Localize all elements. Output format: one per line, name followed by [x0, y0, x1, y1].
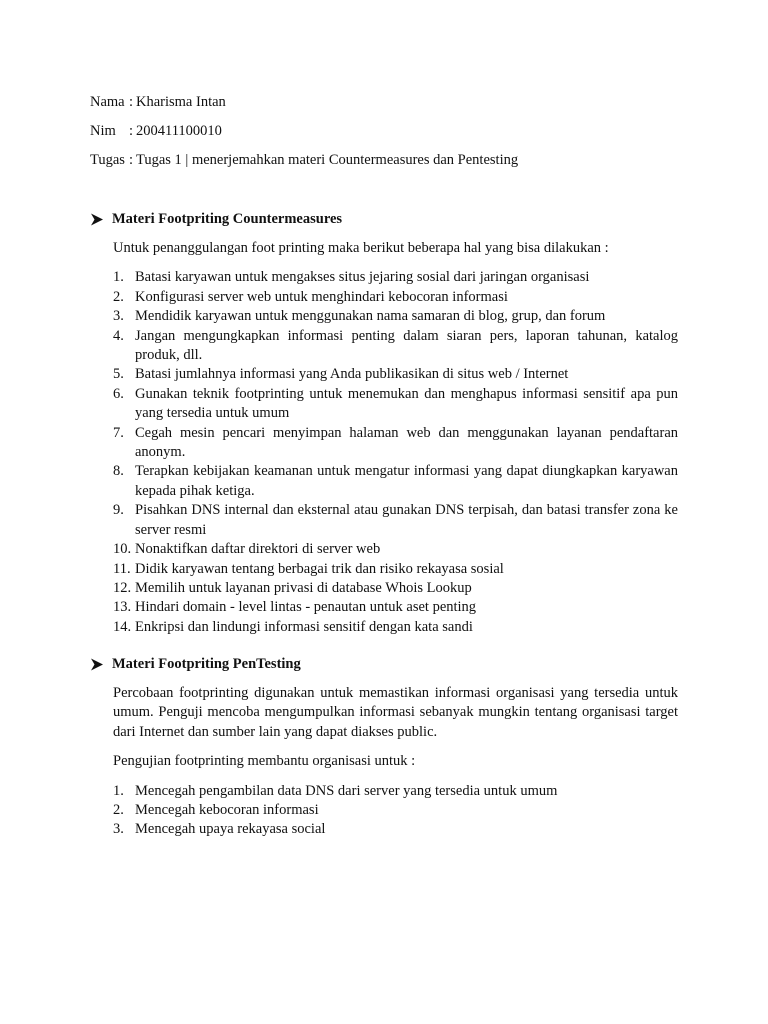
- list-item: [113, 618, 678, 637]
- header-separator: :: [128, 123, 134, 139]
- list-item: [113, 288, 678, 307]
- list-item: [113, 327, 678, 366]
- list-number: 3.: [113, 308, 124, 325]
- list-text: Enkripsi dan lindungi informasi sensitif dengan kata sandi: [135, 618, 473, 635]
- section-paragraph: Percobaan footprinting digunakan untuk memastikan informasi organisasi yang tersedia untuk umum. Penguji mencoba mengumpulkan informasi sebanyak mungkin tentang organisasi target dari Internet dan sumber lain yang dapat diakses public.: [113, 685, 678, 740]
- list-text: Nonaktifkan daftar direktori di server web: [135, 541, 381, 558]
- list-text: Konfigurasi server web untuk menghindari kebocoran informasi: [135, 288, 508, 305]
- section-countermeasures: [90, 210, 678, 637]
- header-row-tugas: [90, 151, 690, 170]
- list-text: Jangan mengungkapkan informasi penting dalam siaran pers, laporan tahunan, katalog produk, dll.: [135, 327, 678, 364]
- list-number: 12.: [113, 579, 132, 596]
- header-label: Tugas: [90, 152, 125, 168]
- list-text: Mencegah kebocoran informasi: [135, 802, 319, 819]
- list-item: [113, 307, 678, 326]
- list-item: [113, 424, 678, 463]
- header-separator: :: [128, 94, 134, 110]
- list-item: [113, 462, 678, 501]
- list-item: [113, 540, 678, 559]
- list-item: [113, 365, 678, 384]
- list-number: 8.: [113, 463, 124, 480]
- list-text: Mencegah upaya rekayasa social: [135, 821, 326, 838]
- arrowhead-bullet-icon: [90, 655, 112, 674]
- identity-header: [90, 93, 690, 180]
- header-row-nim: [90, 122, 690, 141]
- list-text: Memilih untuk layanan privasi di database Whois Lookup: [135, 579, 472, 596]
- list-text: Batasi jumlahnya informasi yang Anda publikasikan di situs web / Internet: [135, 366, 569, 383]
- header-label: Nama: [90, 94, 125, 110]
- section-pentesting: [90, 655, 678, 840]
- list-item: [113, 385, 678, 424]
- list-number: 14.: [113, 618, 132, 635]
- section-intro: Untuk penanggulangan foot printing maka berikut beberapa hal yang bisa dilakukan :: [113, 240, 609, 256]
- header-label: Nim: [90, 123, 116, 139]
- pentesting-list: [113, 782, 678, 840]
- list-text: Mencegah pengambilan data DNS dari server yang tersedia untuk umum: [135, 782, 558, 799]
- list-number: 10.: [113, 541, 132, 558]
- list-text: Terapkan kebijakan keamanan untuk mengatur informasi yang dapat diungkapkan karyawan kepada pihak ketiga.: [135, 463, 678, 499]
- header-value: 200411100010: [136, 123, 222, 139]
- section-title: Materi Footpriting Countermeasures: [112, 211, 343, 227]
- list-number: 5.: [113, 366, 124, 383]
- list-text: Hindari domain - level lintas - penautan untuk aset penting: [135, 599, 477, 616]
- list-number: 1.: [113, 782, 124, 799]
- countermeasure-list: [113, 268, 678, 637]
- section-heading: [90, 210, 678, 229]
- list-item: [113, 801, 678, 820]
- list-item: [113, 268, 678, 287]
- list-item: [113, 598, 678, 617]
- list-item: [113, 560, 678, 579]
- list-item: [113, 820, 678, 839]
- list-text: Gunakan teknik footprinting untuk menemukan dan menghapus informasi sensitif apa pun yang tersedia untuk umum: [135, 385, 678, 422]
- list-item: [113, 579, 678, 598]
- list-number: 1.: [113, 269, 124, 286]
- section-title: Materi Footpriting PenTesting: [112, 656, 301, 672]
- list-number: 2.: [113, 288, 124, 305]
- list-text: Didik karyawan tentang berbagai trik dan risiko rekayasa sosial: [135, 560, 504, 577]
- list-text: Cegah mesin pencari menyimpan halaman web dan menggunakan layanan pendaftaran anonym.: [135, 424, 678, 461]
- list-number: 3.: [113, 821, 124, 838]
- list-number: 4.: [113, 327, 124, 344]
- list-number: 9.: [113, 502, 124, 519]
- section-heading: [90, 655, 678, 674]
- header-separator: :: [128, 152, 134, 168]
- list-text: Mendidik karyawan untuk menggunakan nama samaran di blog, grup, dan forum: [135, 308, 606, 325]
- list-item: [113, 782, 678, 801]
- list-number: 7.: [113, 424, 124, 441]
- list-text: Pisahkan DNS internal dan eksternal atau gunakan DNS terpisah, dan batasi transfer zona ke server resmi: [135, 502, 678, 538]
- list-number: 2.: [113, 802, 124, 819]
- list-number: 6.: [113, 385, 124, 402]
- list-text: Batasi karyawan untuk mengakses situs jejaring sosial dari jaringan organisasi: [135, 269, 590, 286]
- list-number: 13.: [113, 599, 132, 616]
- section-paragraph: Pengujian footprinting membantu organisasi untuk :: [113, 753, 416, 770]
- header-row-name: [90, 93, 690, 112]
- header-value: Kharisma Intan: [136, 94, 226, 110]
- list-number: 11.: [113, 560, 131, 577]
- arrowhead-bullet-icon: [90, 210, 112, 229]
- list-item: [113, 501, 678, 540]
- header-value: Tugas 1 | menerjemahkan materi Countermeasures dan Pentesting: [136, 152, 519, 168]
